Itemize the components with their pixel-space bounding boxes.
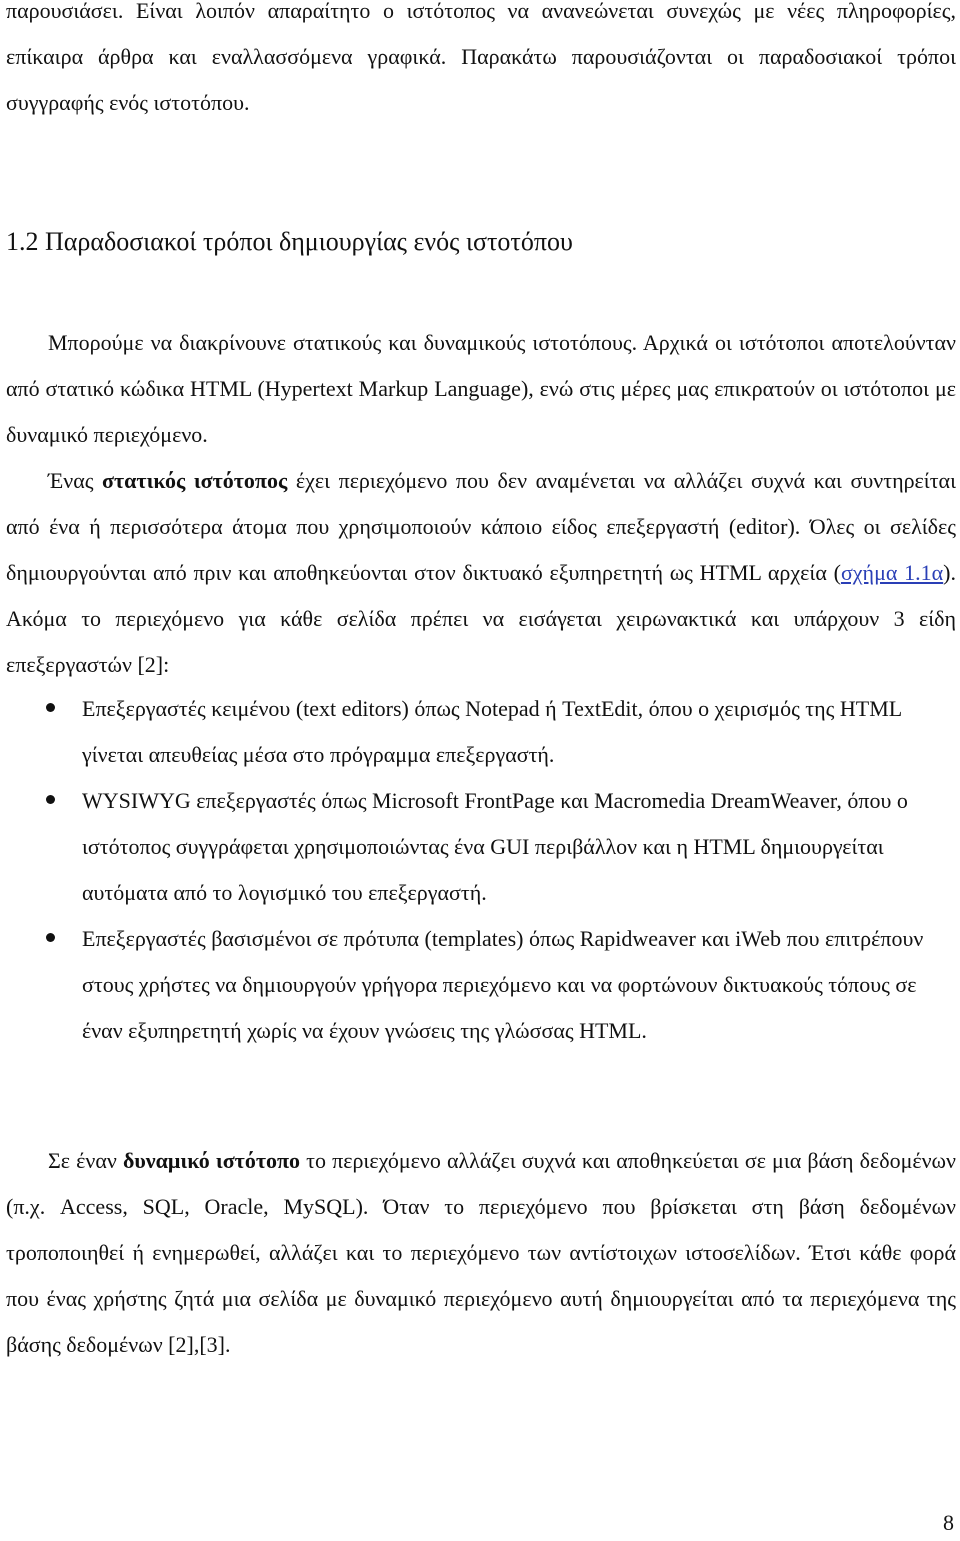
- paragraph-intro: Μπορούμε να διακρίνουνε στατικούς και δυναμικούς ιστοτόπους. Αρχικά οι ιστότοποι αποτελούνταν από στατικό κώδικα HTML (Hypertext Markup Language), ενώ στις μέρες μας επικρατούν οι ιστότοποι με δυναμικό περιεχόμενο.: [6, 330, 956, 447]
- paragraph-dynamic-site: [6, 1138, 956, 1368]
- static-site-text-end: ). Ακόμα το περιεχόμενο για κάθε σελίδα πρέπει να εισάγεται χειρωνακτικά και υπάρχουν 3 είδη επεξεργαστών [2]:: [6, 560, 956, 677]
- bullet-icon: [46, 933, 55, 942]
- list-item: [0, 916, 948, 1054]
- section-heading: 1.2 Παραδοσιακοί τρόποι δημιουργίας ενός ιστοτόπου: [6, 227, 573, 256]
- page-number: 8: [943, 1510, 954, 1535]
- figure-reference-link[interactable]: σχήμα 1.1α: [840, 560, 944, 585]
- dynamic-site-text-end: το περιεχόμενο αλλάζει συχνά και αποθηκεύεται σε μια βάση δεδομένων (π.χ. Access, SQL, Oracle, MySQL). Όταν το περιεχόμενο που βρίσκεται στη βάση δεδομένων τροποποιηθεί ή ενημερωθεί, αλλάζει και το περιεχόμενο των αντίστοιχων ιστοσελίδων. Έτσι κάθε φορά που ένας χρήστης ζητά μια σελίδα με δυναμικό περιεχόμενο αυτή δημιουργείται από τα περιεχόμενα της βάσης δεδομένων [2],[3].: [6, 1148, 956, 1357]
- paragraph-static-site: [6, 458, 956, 688]
- bullet-icon: [46, 795, 55, 804]
- editor-types-list: [0, 686, 960, 1054]
- list-item-text: Επεξεργαστές κειμένου (text editors) όπως Notepad ή TextEdit, όπου ο χειρισμός της HTML γίνεται απευθείας μέσα στο πρόγραμμα επεξεργαστή.: [82, 696, 902, 767]
- static-site-text-start: Ένας: [48, 468, 103, 493]
- list-item-text: Επεξεργαστές βασισμένοι σε πρότυπα (templates) όπως Rapidweaver και iWeb που επιτρέπουν στους χρήστες να δημιουργούν γρήγορα περιεχόμενο και να φορτώνουν δικτυακούς τόπους σε έναν εξυπηρετητή χωρίς να έχουν γνώσεις της γλώσσας HTML.: [82, 926, 924, 1043]
- list-item-text: WYSIWYG επεξεργαστές όπως Microsoft FrontPage και Macromedia DreamWeaver, όπου ο ιστότοπος συγγράφεται χρησιμοποιώντας ένα GUI περιβάλλον και η HTML δημιουργείται αυτόματα από το λογισμικό του επεξεργαστή.: [82, 788, 908, 905]
- list-item: [0, 778, 948, 916]
- lead-paragraph: παρουσιάσει. Είναι λοιπόν απαραίτητο ο ιστότοπος να ανανεώνεται συνεχώς με νέες πληροφορίες, επίκαιρα άρθρα και εναλλασσόμενα γραφικά. Παρακάτω παρουσιάζονται οι παραδοσιακοί τρόποι συγγραφής ενός ιστοτόπου.: [6, 0, 956, 115]
- dynamic-site-term: δυναμικό ιστότοπο: [122, 1148, 301, 1173]
- static-site-term: στατικός ιστότοπος: [102, 468, 288, 493]
- list-item: [0, 686, 948, 778]
- bullet-icon: [46, 703, 55, 712]
- dynamic-site-text-start: Σε έναν: [48, 1148, 123, 1173]
- static-site-text-middle: έχει περιεχόμενο που δεν αναμένεται να αλλάζει συχνά και συντηρείται από ένα ή περισσότερα άτομα που χρησιμοποιούν κάποιο είδος επεξεργαστή (editor). Όλες οι σελίδες δημιουργούνται από πριν και αποθηκεύονται στον δικτυακό εξυπηρετητή ως HTML αρχεία (: [6, 468, 956, 585]
